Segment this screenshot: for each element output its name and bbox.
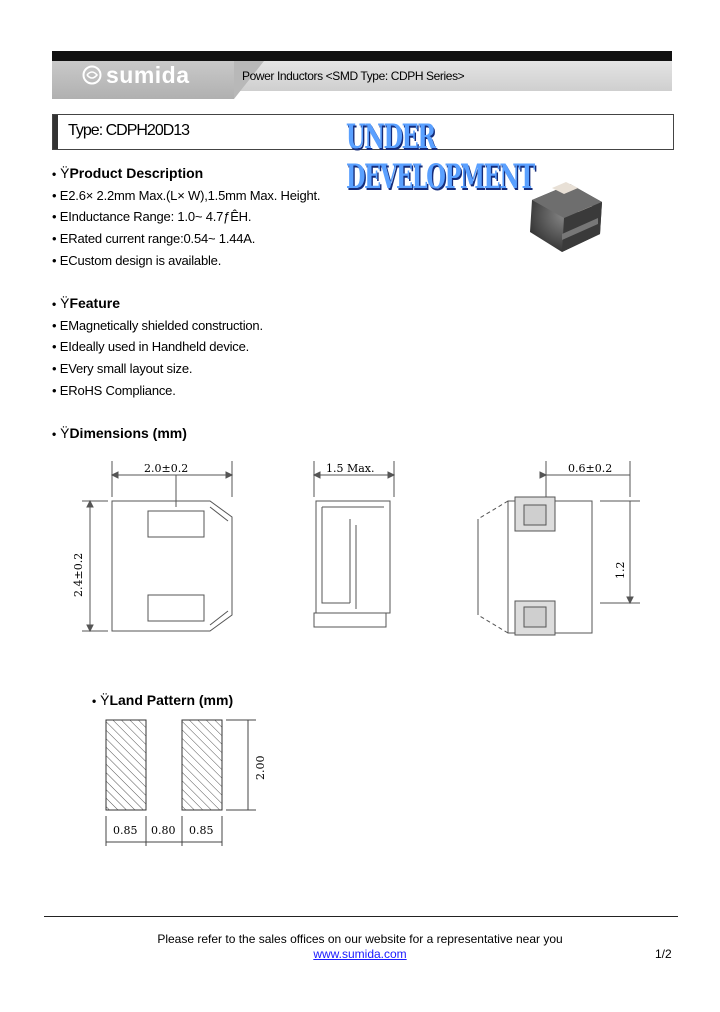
sumida-logo-icon: [82, 65, 102, 85]
product-photo: [522, 172, 608, 258]
list-item: • EIdeally used in Handheld device.: [52, 339, 250, 354]
land-pad2-label: 0.85: [189, 824, 214, 837]
dim-width-label: 2.0±0.2: [144, 462, 189, 475]
dim-terminal-label: 0.6±0.2: [568, 462, 613, 475]
type-label: Type: CDPH20D13: [68, 122, 190, 139]
website-link[interactable]: www.sumida.com: [313, 947, 407, 961]
footer-note: Please refer to the sales offices on our website for a representative near you: [157, 932, 563, 946]
dim-height-label: 1.5 Max.: [326, 462, 375, 475]
page-number: 1/2: [655, 947, 672, 961]
list-item: • EVery small layout size.: [52, 361, 193, 376]
section-feature: • ŸFeature: [52, 295, 121, 311]
logo-text: sumida: [106, 62, 190, 88]
list-item: • E2.6× 2.2mm Max.(L× W),1.5mm Max. Height.: [52, 188, 321, 203]
dimensions-drawing: [60, 455, 660, 655]
section-land-pattern: • ŸLand Pattern (mm): [92, 692, 234, 708]
list-item: • EInductance Range: 1.0~ 4.7ƒÊH.: [52, 209, 252, 224]
section-product-description: • ŸProduct Description: [52, 165, 204, 181]
list-item: • ERated current range:0.54~ 1.44A.: [52, 231, 256, 246]
section-dimensions: • ŸDimensions (mm): [52, 425, 187, 441]
header-bar: [52, 51, 672, 61]
land-gap-label: 0.80: [151, 824, 176, 837]
list-item: • ECustom design is available.: [52, 253, 222, 268]
series-title: Power Inductors <SMD Type: CDPH Series>: [242, 69, 465, 83]
under-development-banner: UNDER DEVELOPMENT: [346, 117, 534, 197]
list-item: • ERoHS Compliance.: [52, 383, 176, 398]
dim-length-label: 2.4±0.2: [72, 552, 85, 597]
footer-divider: [44, 916, 678, 917]
land-height-label: 2.00: [254, 755, 267, 780]
list-item: • EMagnetically shielded construction.: [52, 318, 263, 333]
land-pattern-drawing: [96, 712, 276, 852]
dim-terminal-height-label: 1.2: [614, 561, 627, 579]
land-pad1-label: 0.85: [113, 824, 138, 837]
